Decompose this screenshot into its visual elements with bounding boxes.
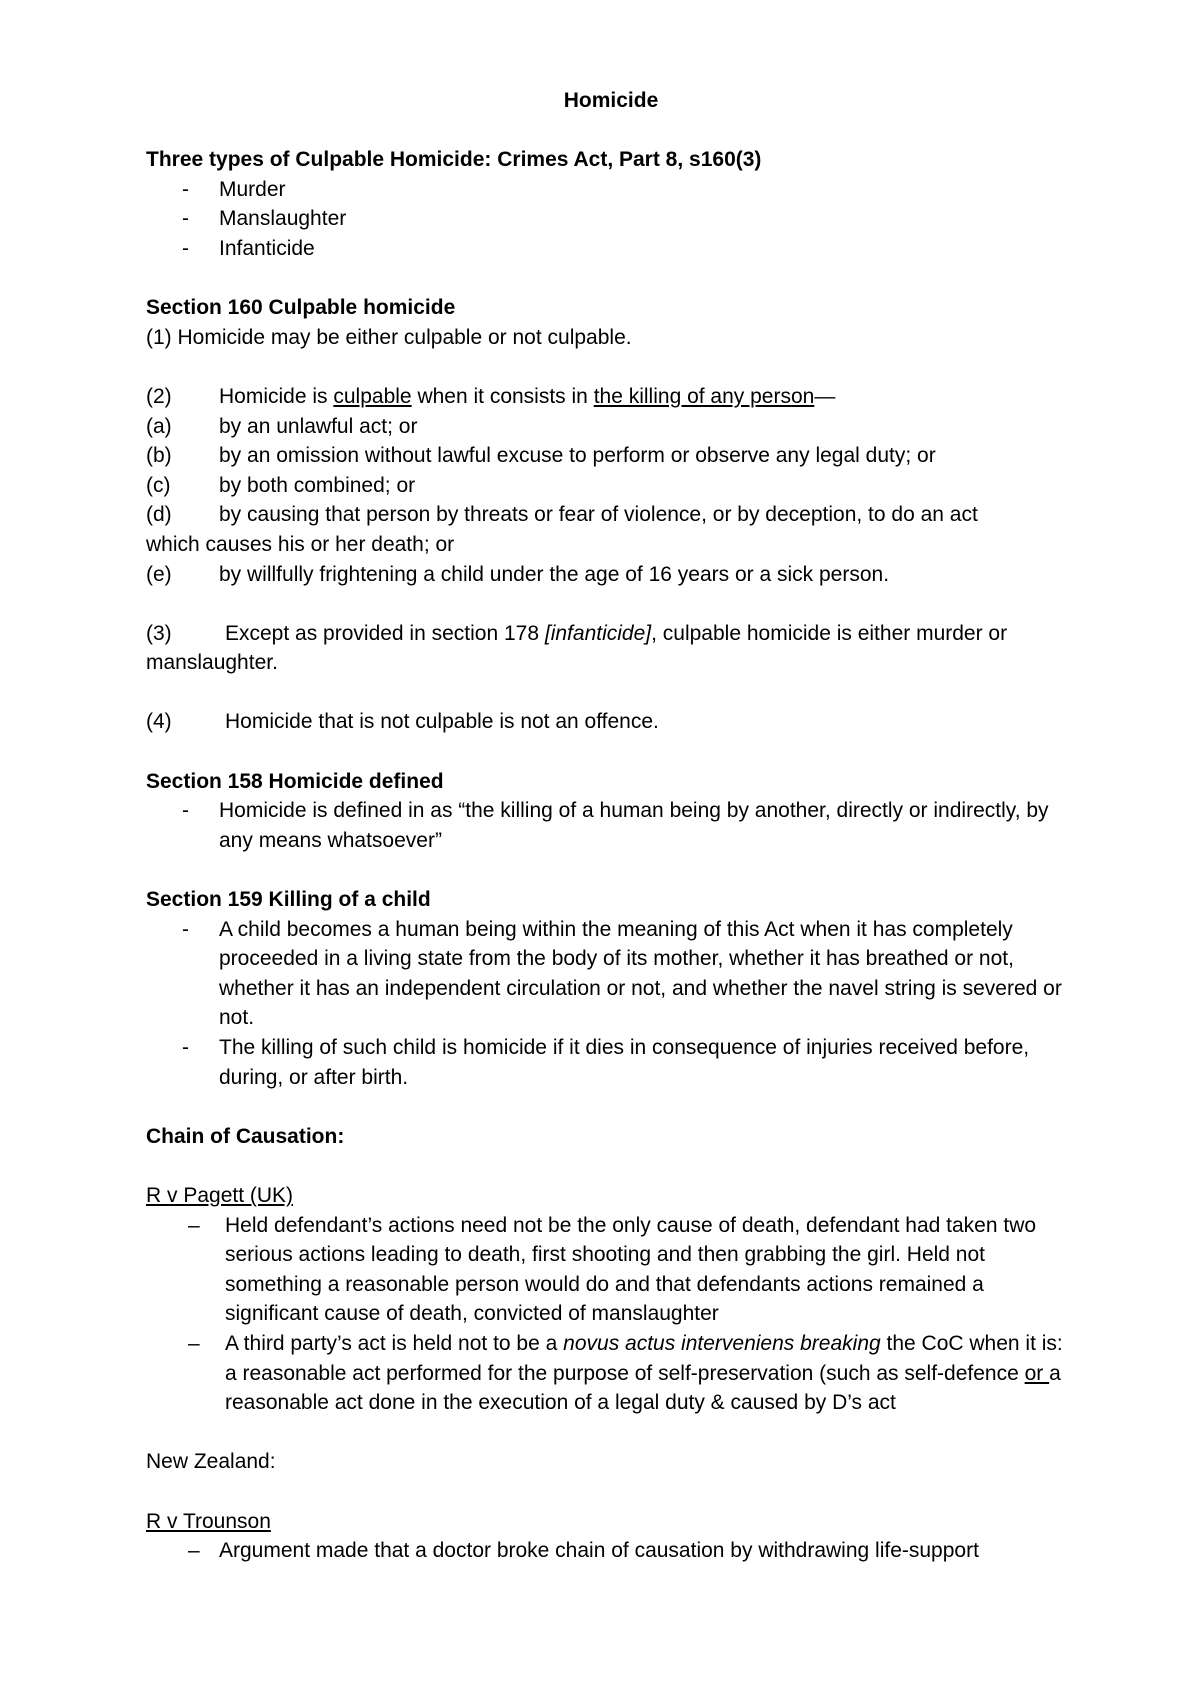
s160-p4 <box>146 707 1076 737</box>
text-run: — <box>814 384 836 408</box>
underlined-term: culpable <box>333 384 412 408</box>
underlined-term: the killing of any person <box>593 384 815 408</box>
subsection-label: (a) <box>146 414 172 438</box>
italic-term: [infanticide] <box>544 621 652 645</box>
underlined-term: or <box>1024 1361 1050 1385</box>
trounson-list <box>146 1536 1076 1566</box>
s159-heading: Section 159 Killing of a child <box>146 888 431 912</box>
subsection-label: (d) <box>146 503 172 527</box>
s158-heading: Section 158 Homicide defined <box>146 769 444 793</box>
list-item: - Murder <box>146 175 1076 205</box>
s160-p1: (1) Homicide may be either culpable or not culpable. <box>146 325 632 349</box>
subsection-label: (e) <box>146 562 172 586</box>
subsection-text: by both combined; or <box>219 473 416 497</box>
list-item: - Manslaughter <box>146 204 1076 234</box>
subsection-label: (3) <box>146 621 172 645</box>
causation-heading: Chain of Causation: <box>146 1124 345 1148</box>
subsection-text <box>225 619 1007 649</box>
s160-p3 <box>146 619 1076 649</box>
nz-heading: New Zealand: <box>146 1450 276 1474</box>
subsection-text: by an omission without lawful excuse to perform or observe any legal duty; or <box>219 444 936 468</box>
s160-p2 <box>146 382 1076 412</box>
list-item: – Held defendant’s actions need not be the only cause of death, defendant had taken two serious actions leading to death, first shooting and then grabbing the girl. Held not something a reasonable person would do and that defendants actions remained a significant cause of death, convicted of manslaughter <box>146 1211 1076 1329</box>
s160-p3-continued: manslaughter. <box>146 651 278 675</box>
subsection-label: (2) <box>146 384 172 408</box>
text-run: Except as provided in section 178 <box>225 621 545 645</box>
subsection-text <box>219 382 835 412</box>
s160-sub-c <box>146 471 1076 501</box>
italic-term: novus actus interveniens breaking <box>563 1331 881 1355</box>
list-item: - The killing of such child is homicide if it dies in consequence of injuries received before, during, or after birth. <box>146 1033 1076 1092</box>
types-list <box>146 175 1076 264</box>
text-run: the CoC when it is: a reasonable act performed for the purpose of self-preservation (such as self-defence <box>225 1331 1063 1385</box>
list-item: - Homicide is defined in as “the killing of a human being by another, directly or indirectly, by any means whatsoever” <box>146 796 1076 855</box>
case-pagett-title: R v Pagett (UK) <box>146 1183 294 1207</box>
subsection-label: (4) <box>146 710 172 734</box>
list-item <box>146 1329 1076 1418</box>
s160-heading: Section 160 Culpable homicide <box>146 296 456 320</box>
types-heading: Three types of Culpable Homicide: Crimes Act, Part 8, s160(3) <box>146 148 762 172</box>
text-run: a reasonable act done in the execution of a legal duty & caused by D’s act <box>225 1361 1061 1415</box>
text-run: A third party’s act is held not to be a <box>225 1331 564 1355</box>
subsection-text: Homicide that is not culpable is not an offence. <box>225 710 659 734</box>
subsection-label: (b) <box>146 444 172 468</box>
text-run: , culpable homicide is either murder or <box>651 621 1008 645</box>
pagett-list <box>146 1211 1076 1418</box>
s160-sub-e <box>146 560 1076 590</box>
subsection-text: by willfully frightening a child under the age of 16 years or a sick person. <box>219 562 890 586</box>
text-run: when it consists in <box>411 384 594 408</box>
s160-sub-a <box>146 412 1076 442</box>
subsection-text: by causing that person by threats or fear of violence, or by deception, to do an act <box>219 503 978 527</box>
s158-list <box>146 796 1076 855</box>
text-run: Homicide is <box>219 384 334 408</box>
list-item: – Argument made that a doctor broke chain of causation by withdrawing life-support <box>146 1536 1076 1566</box>
page-title: Homicide <box>563 89 659 112</box>
s159-list <box>146 915 1076 1093</box>
list-item: - Infanticide <box>146 234 1076 264</box>
s160-sub-d <box>146 500 1076 530</box>
s160-sub-b <box>146 441 1076 471</box>
subsection-label: (c) <box>146 473 171 497</box>
s160-sub-d-continued: which causes his or her death; or <box>146 532 455 556</box>
case-trounson-title: R v Trounson <box>146 1509 271 1533</box>
subsection-text: by an unlawful act; or <box>219 414 418 438</box>
document-content <box>146 86 1076 1566</box>
list-item: - A child becomes a human being within the meaning of this Act when it has completely proceeded in a living state from the body of its mother, whether it has breathed or not, whether it has an independent circulation or not, and whether the navel string is severed or not. <box>146 915 1076 1033</box>
